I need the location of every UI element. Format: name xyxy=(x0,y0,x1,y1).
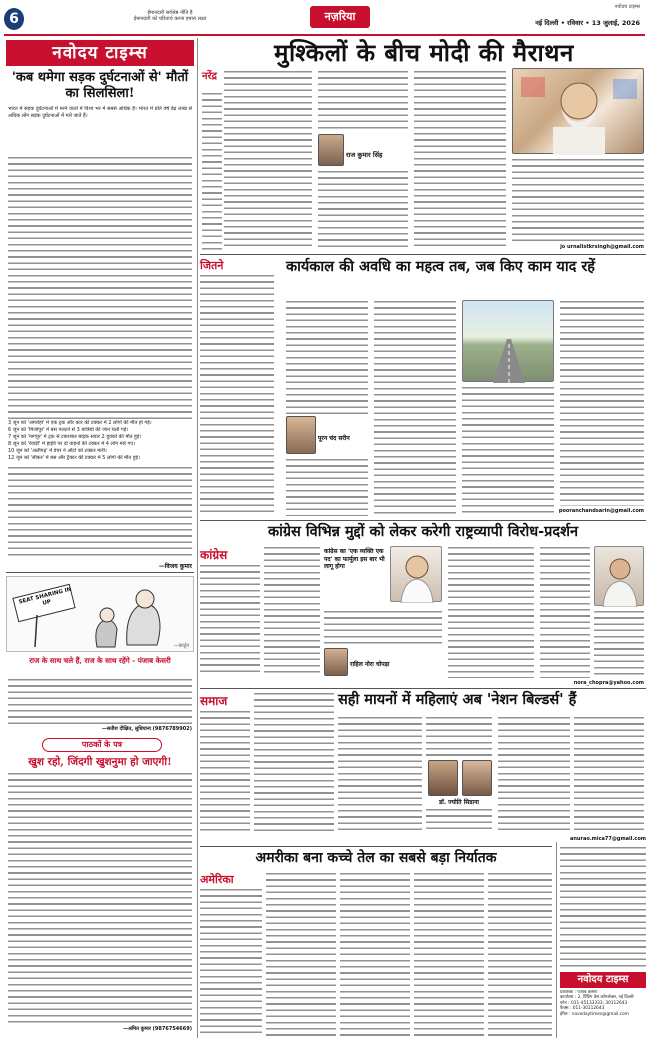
header-tagline-line-2: ईमानदारी को चरितार्थ करना हमारा लक्ष्य xyxy=(133,16,207,22)
header-mini-brand: नवोदय टाइम्स xyxy=(614,4,640,10)
highway-graphic xyxy=(463,301,555,383)
article3-col-2 xyxy=(324,610,442,646)
article5-col-5-lines xyxy=(488,872,552,1038)
leader-figure xyxy=(391,547,443,603)
header-rule xyxy=(4,34,645,36)
article5-col-1 xyxy=(200,888,262,1038)
article2-col-4-lines xyxy=(462,386,554,516)
cartoon-panel xyxy=(6,576,194,652)
article5-col-5 xyxy=(488,872,552,1038)
article3-col-1-lines xyxy=(264,546,320,676)
main-col-1 xyxy=(224,70,312,250)
article2-col-4 xyxy=(462,386,554,516)
author-photo-raj xyxy=(318,134,344,166)
editorial-divider xyxy=(6,572,194,573)
editorial-bullet: 12 जून को 'सीकर' में बस और ट्रैक्टर की टक्कर में 5 लोगों की मौत हुई। xyxy=(8,455,140,461)
article3-col-2-lines xyxy=(324,610,442,646)
main-section-tag: नरेंद्र xyxy=(202,71,217,82)
article3-col-1b-lines xyxy=(200,564,260,676)
letters-box-title: पाठकों के पत्र xyxy=(42,738,162,752)
editorial-headline: 'कब थमेगा सड़क दुर्घटनाओं से' मौतों का सिलसिला! xyxy=(11,70,189,101)
article4-col-7-lines xyxy=(574,716,644,834)
article4-photo-woman-2 xyxy=(462,760,492,796)
header-tagline xyxy=(90,10,250,22)
article3-col-4 xyxy=(540,546,590,678)
article4-col-3 xyxy=(338,716,422,834)
article5-section-tag: अमेरिका xyxy=(200,873,234,886)
article2-col-5-lines xyxy=(560,300,644,506)
main-photo-modi xyxy=(512,68,644,154)
editorial-bullet: 10 जून को 'अलीगढ़' में डंपर ने ऑटो को टक्कर मारी। xyxy=(8,448,107,454)
main-col-2b xyxy=(318,170,408,250)
main-col-1b xyxy=(202,92,222,250)
main-author-email: jo urnalistkrsingh@gmail.com xyxy=(560,244,644,250)
poem-body xyxy=(8,678,192,724)
article5-headline: अमरीका बना कच्चे तेल का सबसे बड़ा निर्यातक xyxy=(255,850,497,866)
page-number-badge: 6 xyxy=(4,8,24,30)
article4-col-7 xyxy=(574,716,644,834)
article3-pull-quote: कांग्रेस का 'एक व्यक्ति एक पद' का फार्मूला इस बार भी लागू होगा xyxy=(324,548,385,570)
masthead-right-title: नवोदय टाइम्स xyxy=(577,974,629,985)
article2-author-name: पूरन चंद सरीन xyxy=(318,435,350,442)
article2-col-1-lines xyxy=(200,274,274,516)
poem-byline: —सतीश दीक्षित, लुधियाना (9876789902) xyxy=(101,726,192,732)
editorial-bullet: 6 जून को 'मिर्जापुर' में बस पलटने से 3 यात्रियों की जान चली गई। xyxy=(8,427,129,433)
article2-section-tag: जितने xyxy=(200,259,224,272)
main-col-3 xyxy=(414,70,506,250)
article4-col-5-lines xyxy=(426,808,492,834)
article2-col-1 xyxy=(200,274,274,516)
article3-headline: कांग्रेस विभिन्न मुद्दों को लेकर करेगी राष्ट्रव्यापी विरोध-प्रदर्शन xyxy=(267,523,579,540)
article5-col-2-lines xyxy=(266,872,336,1038)
main-col-2-lines xyxy=(318,70,408,132)
letters-body-lines xyxy=(8,772,192,1024)
editorial-body xyxy=(8,156,192,420)
editorial-bullet: 3 जून को 'अमरोहा' में एक ट्रक और कार की टक्कर में 2 लोगों की मौत हो गई। xyxy=(8,420,152,426)
masthead-left-title: नवोदय टाइम्स xyxy=(52,43,148,63)
article4-headline: सही मायनों में महिलाएं अब 'नेशन बिल्डर्स' हैं xyxy=(338,691,577,708)
main-headline: मुश्किलों के बीच मोदी की मैराथन xyxy=(274,38,574,67)
letters-byline: —अमित कुमार (9876754669) xyxy=(123,1026,192,1032)
article4-col-3-lines xyxy=(338,716,422,834)
article3-section-tag: कांग्रेस xyxy=(200,548,228,562)
article5-col-3-lines xyxy=(340,872,410,1038)
letters-body xyxy=(8,772,192,1024)
article4-col-2-lines xyxy=(254,692,334,834)
article4-col-1 xyxy=(200,710,250,834)
poem-headline: राज के साथ चले हैं, राज के साथ रहेंगे - पंजाब केसरी xyxy=(29,656,171,665)
article2-col-3-lines xyxy=(374,300,456,516)
article4-email: anurao.mica77@gmail.com xyxy=(570,836,646,842)
article5-col-3 xyxy=(340,872,410,1038)
article4-col-4-lines xyxy=(426,716,492,758)
main-col-4 xyxy=(512,158,644,244)
article5-col-4 xyxy=(414,872,484,1038)
article5-col-1-lines xyxy=(200,888,262,1038)
footer-note xyxy=(200,1036,201,1037)
article3-col-5 xyxy=(594,610,644,678)
editorial-intro: भारत में सड़क दुर्घटनाओं में मरने वालों में विश्व भर में सबसे अधिक हैं। भारत में प्रति वर्ष डेढ़ लाख से अधिक लोग सड़क दुर्घटनाओं में मारे जाते हैं। xyxy=(8,106,192,119)
article2-headline: कार्यकाल की अवधि का महत्व तब, जब किए काम याद रहें xyxy=(286,258,595,275)
editorial-bullet: 8 जून को 'रेवाड़ी' में हाईवे पर दो वाहनों की टक्कर में 4 लोग मारे गए। xyxy=(8,441,136,447)
article4-col-4 xyxy=(426,716,492,758)
article3-col-5-lines xyxy=(594,610,644,678)
letters-headline: खुश रहो, जिंदगी खुशनुमा हो जाएगी! xyxy=(28,756,172,768)
article4-col-6-lines xyxy=(498,716,570,834)
article4-col-6 xyxy=(498,716,570,834)
article2-divider xyxy=(200,520,646,521)
article3-col-4-lines xyxy=(540,546,590,678)
article3-divider xyxy=(200,688,646,689)
cartoon-drawing xyxy=(7,577,195,653)
author-photo-chopra xyxy=(324,648,348,676)
editorial-body-lines xyxy=(8,466,192,560)
masthead-right xyxy=(560,972,646,988)
article4-col-5 xyxy=(426,808,492,834)
page-header xyxy=(0,0,649,34)
main-col-1-lines xyxy=(224,70,312,250)
article2-col-2b xyxy=(286,458,368,516)
article2-col-2-lines xyxy=(286,300,368,414)
article3-author-name: राहिल नोरा चोपड़ा xyxy=(350,661,390,668)
main-col-4-lines xyxy=(512,158,644,244)
masthead-left xyxy=(6,40,194,66)
cartoon-caption: —कार्टून xyxy=(173,643,189,649)
article4-col-1-lines xyxy=(200,710,250,834)
editorial-body-lines xyxy=(8,156,192,420)
article4-divider xyxy=(200,846,552,847)
modi-figure xyxy=(513,69,645,155)
header-tagline-line-1: ईमानदारी सर्वश्रेष्ठ नीति है xyxy=(147,10,193,16)
header-date: नई दिल्ली • रविवार • 13 जुलाई, 2026 xyxy=(535,19,640,27)
article3-col-1b xyxy=(200,564,260,676)
article3-photo-leader xyxy=(390,546,442,602)
article2-col-2 xyxy=(286,300,368,414)
main-divider xyxy=(200,254,646,255)
article4-col-2 xyxy=(254,692,334,834)
main-author-name: राज कुमार सिंह xyxy=(346,151,383,159)
author-photo-sarin xyxy=(286,416,316,454)
article4-author-name: डॉ. ज्योति सिडाना xyxy=(439,799,479,806)
article4-col-8 xyxy=(560,846,646,968)
article2-col-2b-lines xyxy=(286,458,368,516)
article3-email: nora_chopra@yahoo.com xyxy=(573,680,644,686)
article5-col-4-lines xyxy=(414,872,484,1038)
main-col-3-lines xyxy=(414,70,506,250)
poem-body-lines xyxy=(8,678,192,724)
section-label: नज़रिया xyxy=(310,6,370,28)
article4-col-8-lines xyxy=(560,846,646,968)
main-col-2 xyxy=(318,70,408,132)
column-divider-right xyxy=(556,842,557,1038)
article3-col-1 xyxy=(264,546,320,676)
column-divider-left xyxy=(197,38,198,1038)
editorial-bullet: 7 जून को 'नागपुर' में ट्रक से टकराकर बाइक सवार 2 युवकों की मौत हुई। xyxy=(8,434,142,440)
article3-photo-woman xyxy=(594,546,644,606)
article3-col-3-lines xyxy=(448,546,534,678)
main-col-1b-lines xyxy=(202,92,222,250)
editorial-body-cont xyxy=(8,466,192,560)
main-col-2b-lines xyxy=(318,170,408,250)
masthead-right-address: प्रकाशक : पंजाब केसरी कार्यालय : 2, प्रिंटिंग प्रेस कॉम्प्लेक्स, नई दिल्ली फोन : 011-45133333, 30112643 फैक्स : 011-30112643 ईमेल : navodaytimes@gmail.com xyxy=(560,990,634,1017)
article2-col-3 xyxy=(374,300,456,516)
article2-email: pooranchandsarin@gmail.com xyxy=(558,508,644,514)
article3-col-3 xyxy=(448,546,534,678)
editorial-byline: —विजय कुमार xyxy=(158,563,192,570)
article4-section-tag: समाज xyxy=(200,694,228,708)
woman-figure xyxy=(595,547,645,607)
cartoon-sign-text: SEAT SHARING IN UP xyxy=(18,586,73,607)
editorial-bullets xyxy=(8,420,192,462)
article4-photo-woman-1 xyxy=(428,760,458,796)
article2-photo-highway xyxy=(462,300,554,382)
article5-col-2 xyxy=(266,872,336,1038)
article2-col-5 xyxy=(560,300,644,506)
